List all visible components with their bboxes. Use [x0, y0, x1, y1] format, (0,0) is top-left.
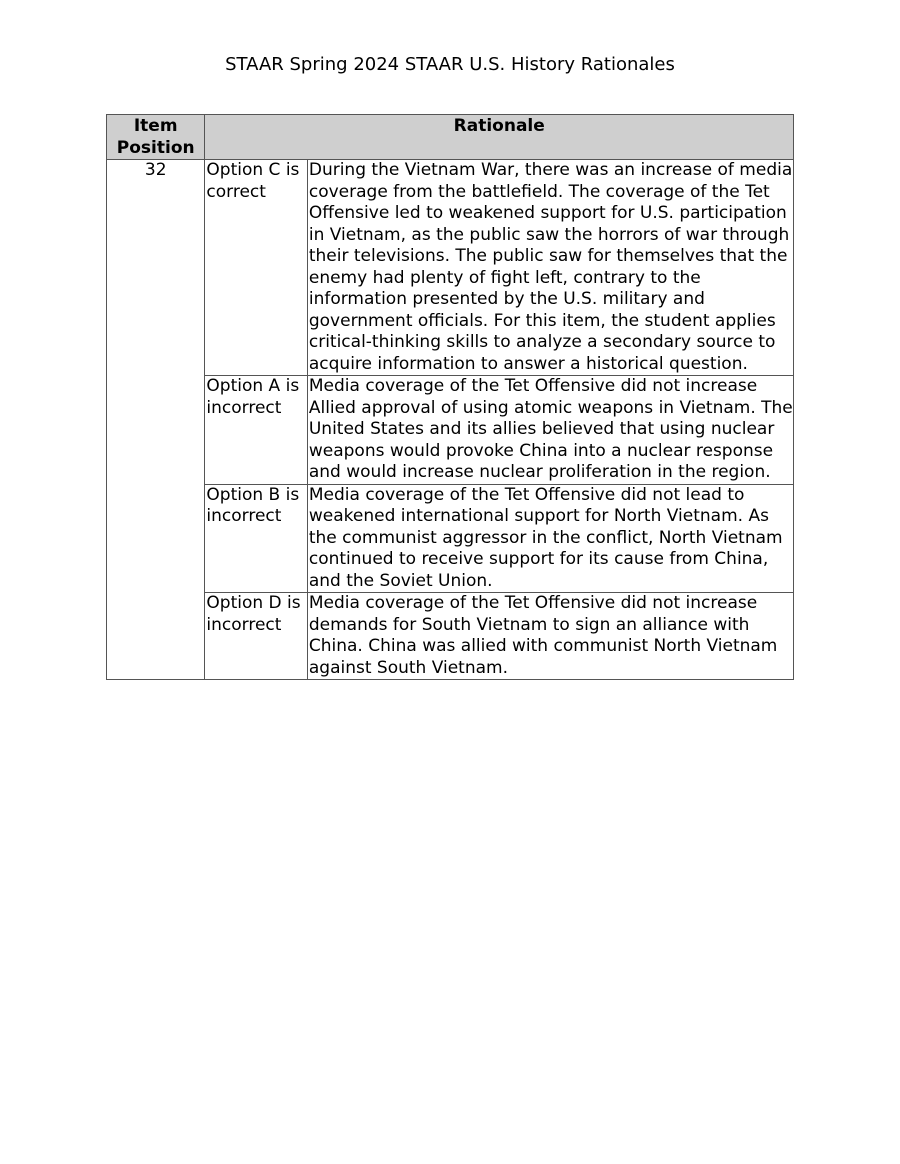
option-rationale-cell: Media coverage of the Tet Offensive did not lead to weakened international support for North Vietnam. As the communist aggressor in the conflict, North Vietnam continued to receive support for its cause from China, and the Soviet Union.: [307, 484, 793, 593]
header-rationale: Rationale: [205, 115, 794, 160]
table-row: [107, 484, 794, 593]
rationale-table: [106, 114, 794, 680]
table-header-row: [107, 115, 794, 160]
table-row: [107, 160, 794, 376]
option-label-cell: Option D is incorrect: [205, 593, 307, 680]
page-title: STAAR Spring 2024 STAAR U.S. History Rationales: [225, 54, 675, 75]
item-position-cell: 32: [107, 160, 205, 680]
table-row: [107, 376, 794, 485]
header-item-position: Item Position: [107, 115, 205, 160]
option-label-cell: Option A is incorrect: [205, 376, 307, 485]
table-row: [107, 593, 794, 680]
option-label-cell: Option C is correct: [205, 160, 307, 376]
option-rationale-cell: Media coverage of the Tet Offensive did not increase Allied approval of using atomic weapons in Vietnam. The United States and its allies believed that using nuclear weapons would provoke China into a nuclear response and would increase nuclear proliferation in the region.: [308, 376, 793, 482]
option-rationale-cell: Media coverage of the Tet Offensive did not increase demands for South Vietnam to sign an alliance with China. China was allied with communist North Vietnam against South Vietnam.: [307, 593, 793, 680]
option-label-cell: Option B is incorrect: [205, 484, 307, 593]
option-rationale-cell: During the Vietnam War, there was an increase of media coverage from the battlefield. The coverage of the Tet Offensive led to weakened support for U.S. participation in Vietnam, as the public saw the horrors of war through their televisions. The public saw for themselves that the enemy had plenty of fight left, contrary to the information presented by the U.S. military and government officials. For this item, the student applies critical-thinking skills to analyze a secondary source to acquire information to answer a historical question.: [308, 160, 793, 374]
